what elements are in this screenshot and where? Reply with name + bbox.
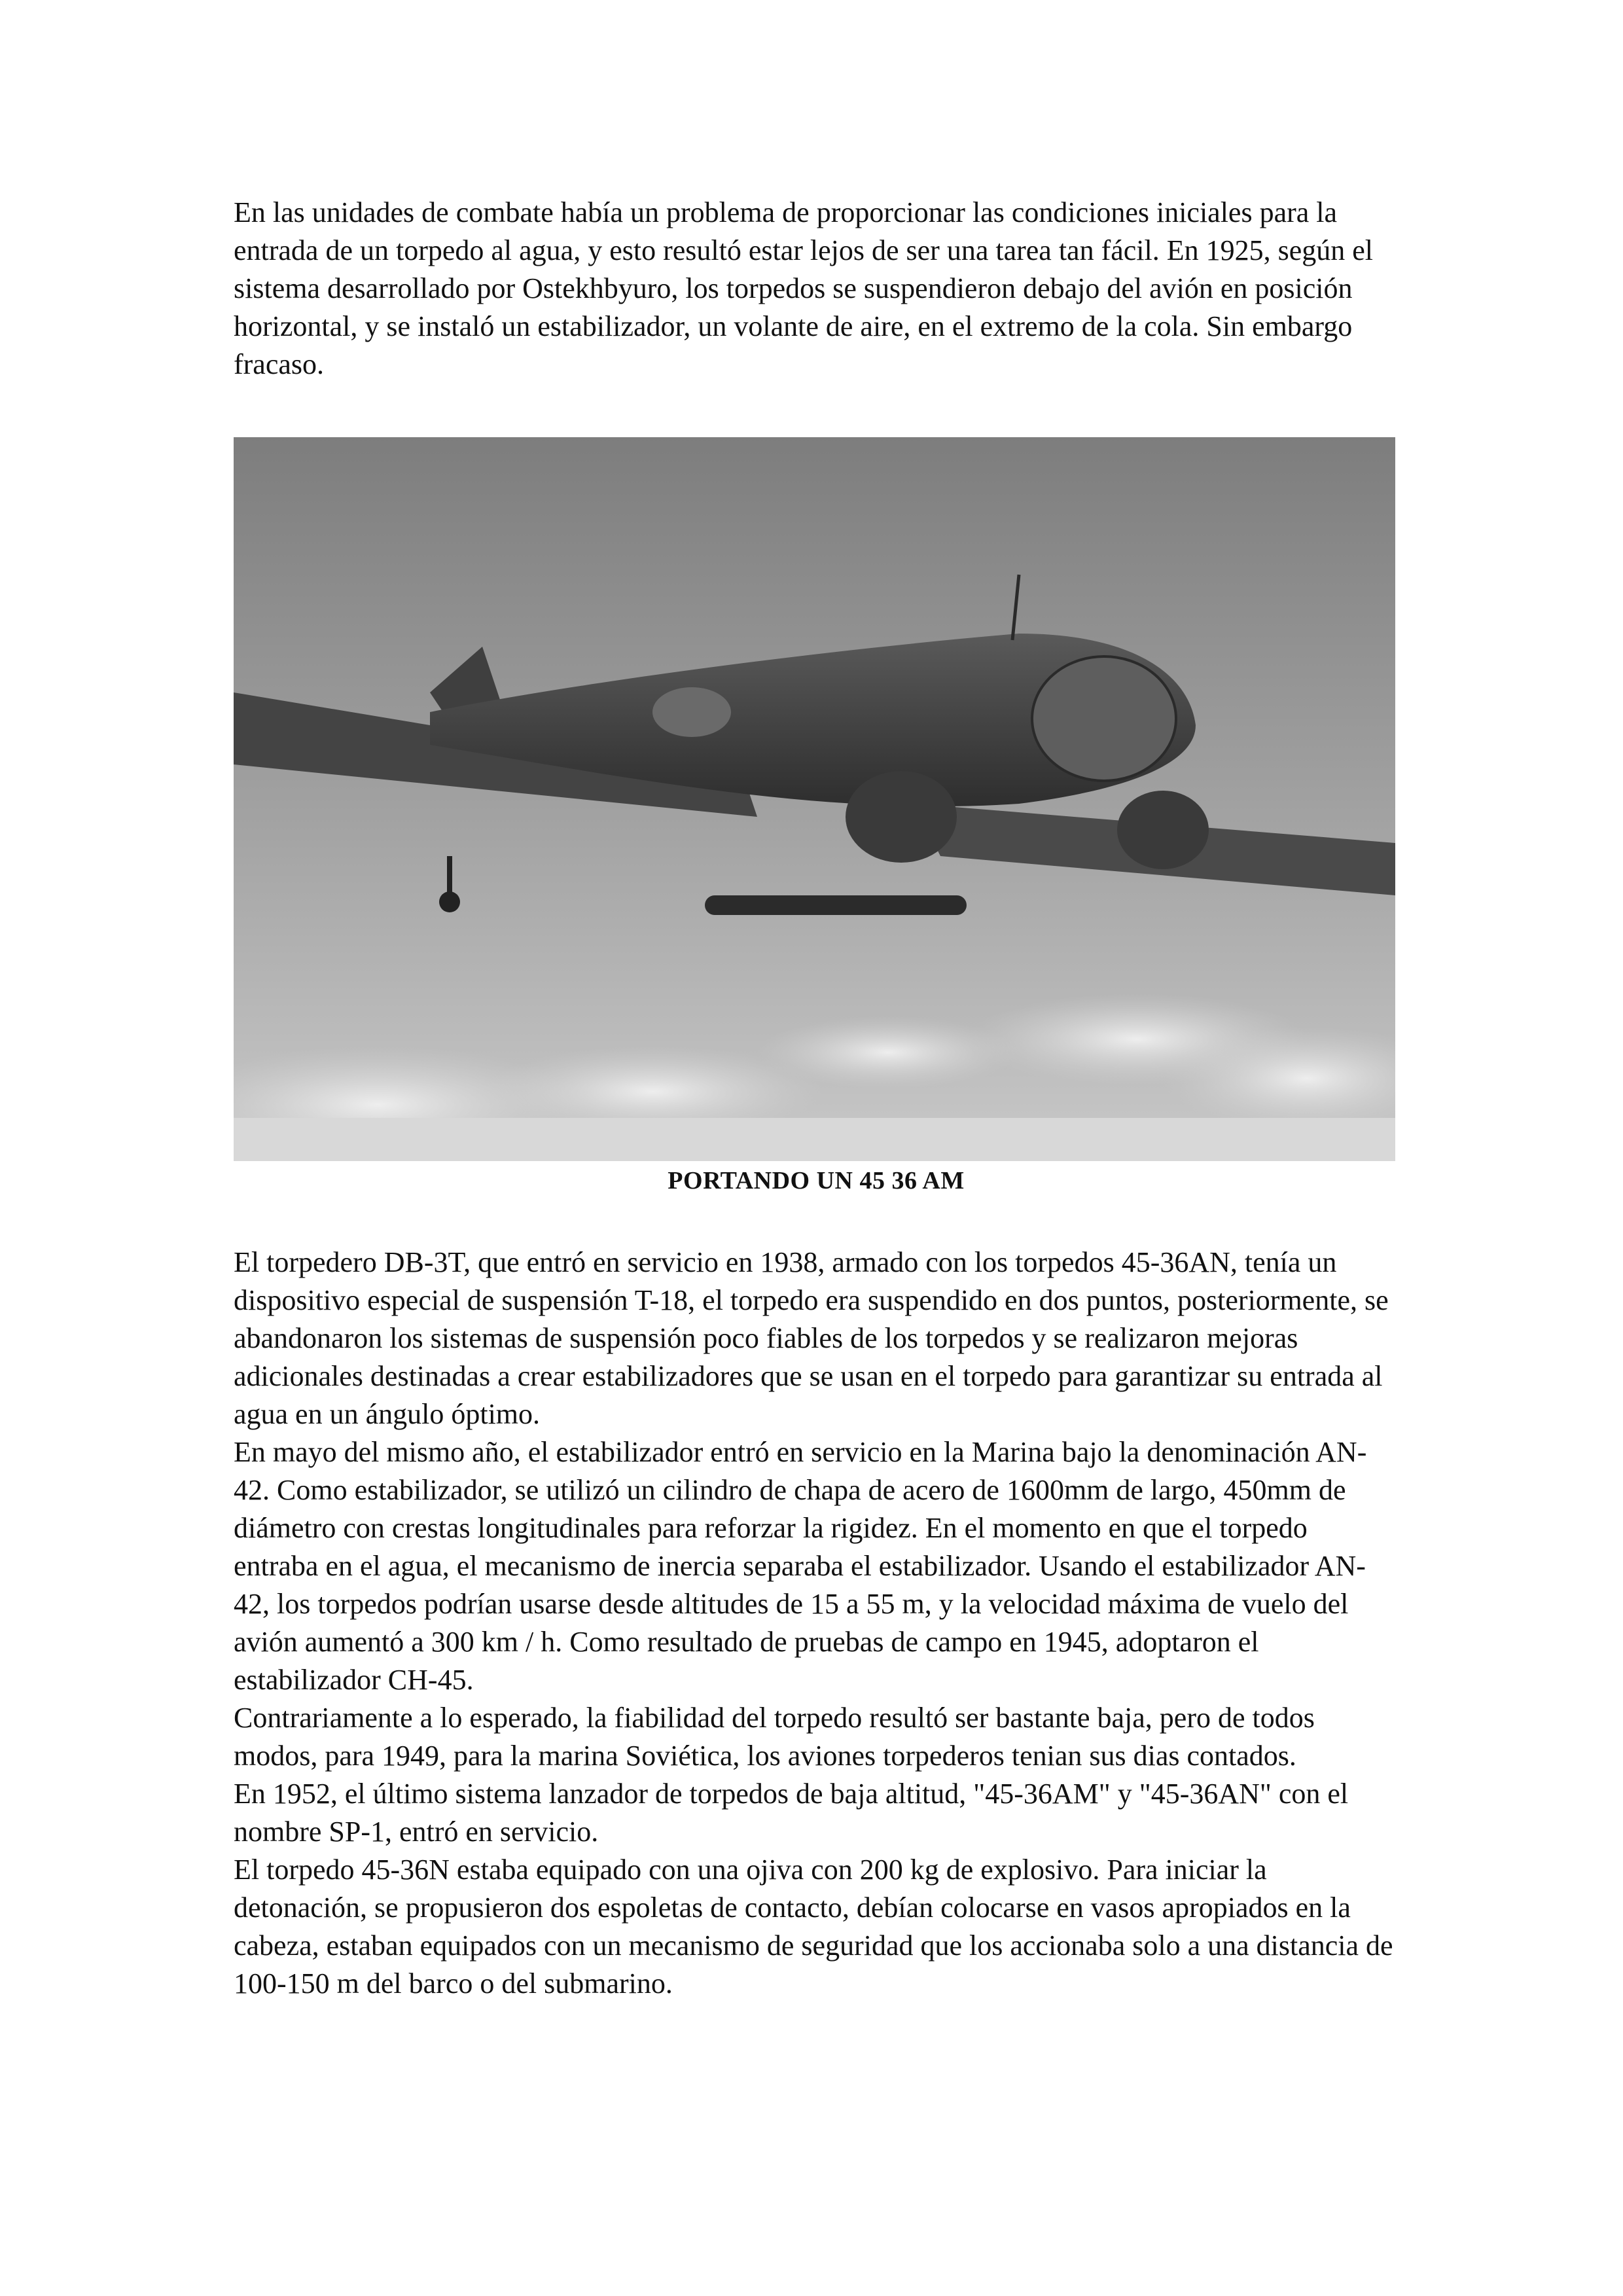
aircraft-photo [234, 437, 1395, 1161]
photo-caption: PORTANDO UN 45 36 AM [668, 1167, 965, 1194]
paragraph-reliability: Contrariamente a lo esperado, la fiabilidad del torpedo resultó ser bastante baja, pero de todos modos, para 1949, para la marina Soviética, los aviones torpederos tenian sus dias contados. [234, 1702, 1315, 1772]
paragraph-warhead: El torpedo 45-36N estaba equipado con una ojiva con 200 kg de explosivo. Para iniciar la detonación, se propusieron dos espoletas de contacto, debían colocarse en vasos apropiados en la cabeza, estaban equipados con un mecanismo de seguridad que los accionaba solo a una distancia de 100-150 m del barco o del submarino. [234, 1854, 1393, 2000]
document-page [234, 194, 1399, 2003]
body-text [234, 1244, 1399, 2003]
paragraph-sp1: En 1952, el último sistema lanzador de torpedos de baja altitud, "45-36AM" y "45-36AN" con el nombre SP-1, entró en servicio. [234, 1778, 1349, 1848]
paragraph-db3t: El torpedero DB-3T, que entró en servicio en 1938, armado con los torpedos 45-36AN, tenía un dispositivo especial de suspensión T-18, el torpedo era suspendido en dos puntos, posteriormente, se abandonaron los sistemas de suspensión poco fiables de los torpedos y se realizaron mejoras adicionales destinadas a crear estabilizadores que se usan en el torpedo para garantizar su entrada al agua en un ángulo óptimo. [234, 1246, 1389, 1430]
paragraph-an42: En mayo del mismo año, el estabilizador entró en servicio en la Marina bajo la denominación AN-42. Como estabilizador, se utilizó un cilindro de chapa de acero de 1600mm de largo, 450mm de diámetro con crestas longitudinales para reforzar la rigidez. En el momento en que el torpedo entraba en el agua, el mecanismo de inercia separaba el estabilizador. Usando el estabilizador AN-42, los torpedos podrían usarse desde altitudes de 15 a 55 m, y la velocidad máxima de vuelo del avión aumentó a 300 km / h. Como resultado de pruebas de campo en 1945, adoptaron el estabilizador CH-45. [234, 1436, 1367, 1696]
intro-paragraph: En las unidades de combate había un problema de proporcionar las condiciones iniciales para la entrada de un torpedo al agua, y esto resultó estar lejos de ser una tarea tan fácil. En 1925, según el sistema desarrollado por Ostekhbyuro, los torpedos se suspendieron debajo del avión en posición horizontal, y se instaló un estabilizador, un volante de aire, en el extremo de la cola. Sin embargo fracaso. [234, 196, 1374, 380]
aircraft-photo-graphic [234, 437, 1395, 1161]
